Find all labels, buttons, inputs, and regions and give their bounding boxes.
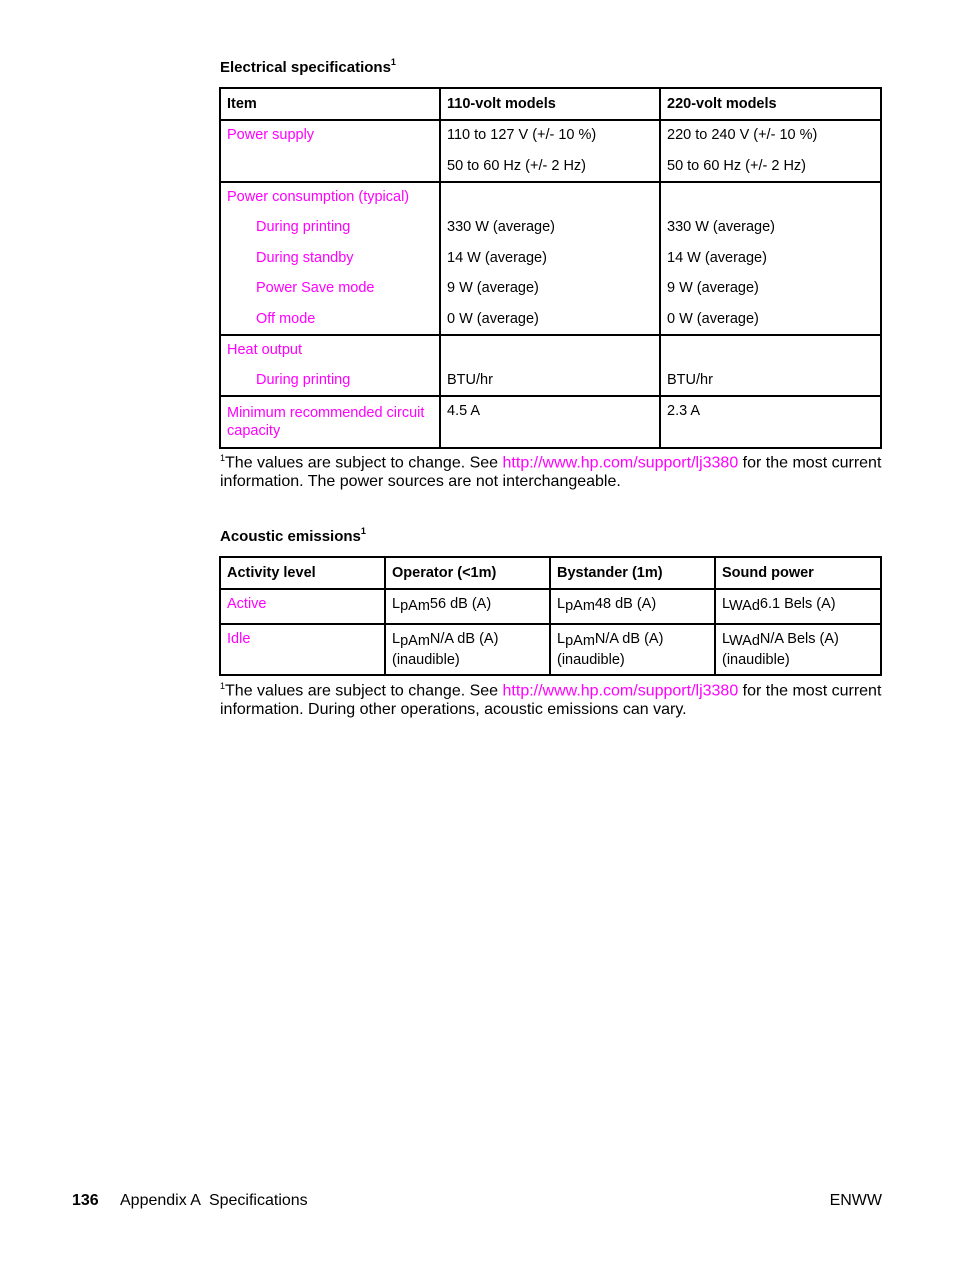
l-symbol: L [392, 631, 401, 647]
value-text: 220 to 240 V (+/- 10 %) [667, 127, 818, 143]
table-row-heat-output [220, 335, 881, 396]
value-text: N/A dB (A) [594, 631, 664, 647]
support-link[interactable]: http://www.hp.com/support/lj3380 [502, 454, 739, 472]
table-row-power-consumption [220, 182, 881, 335]
value-text: N/A Bels (A) [759, 631, 839, 647]
active-bystander [550, 589, 715, 624]
consumption-220v [660, 182, 881, 335]
l-subscript: pAm [565, 633, 595, 649]
power-supply-220v [660, 120, 881, 182]
electrical-heading-text: Electrical specifications [220, 59, 391, 76]
off-mode-link[interactable]: Off mode [256, 311, 316, 327]
circuit-110v [440, 396, 660, 448]
row-label-cell [220, 589, 385, 624]
value-text: 50 to 60 Hz (+/- 2 Hz) [667, 158, 807, 174]
idle-bystander [550, 624, 715, 675]
l-subscript: pAm [565, 598, 595, 614]
inaudible-text: (inaudible) [557, 652, 625, 668]
during-standby-link[interactable]: During standby [256, 250, 354, 266]
l-subscript: pAm [400, 633, 430, 649]
l-subscript: WAd [729, 633, 760, 649]
value-text: 110 to 127 V (+/- 10 %) [447, 127, 597, 143]
l-subscript: WAd [729, 598, 760, 614]
inaudible-text: (inaudible) [392, 652, 460, 668]
electrical-table [219, 87, 882, 449]
header-item: Item [220, 88, 440, 120]
inaudible-text: (inaudible) [722, 652, 790, 668]
electrical-heading [220, 58, 396, 76]
active-link[interactable]: Active [227, 596, 267, 612]
footer-right-label: ENWW [829, 1192, 882, 1209]
power-save-mode-link[interactable]: Power Save mode [256, 280, 375, 296]
acoustic-footnote [220, 677, 884, 719]
footnote-text: The values are subject to change. See [225, 454, 503, 472]
header-activity-level: Activity level [220, 557, 385, 589]
footer-section: Appendix A Specifications [120, 1192, 308, 1209]
header-110v: 110-volt models [440, 88, 660, 120]
circuit-capacity-link[interactable] [227, 404, 433, 440]
value-text: BTU/hr [667, 372, 713, 388]
power-supply-110v [440, 120, 660, 182]
page-number: 136 [72, 1192, 99, 1209]
header-bystander: Bystander (1m) [550, 557, 715, 589]
acoustic-heading [220, 527, 366, 545]
active-sound-power [715, 589, 881, 624]
l-symbol: L [557, 631, 566, 647]
footnote-text: The values are subject to change. See [225, 682, 503, 700]
value-text: 0 W (average) [667, 311, 759, 327]
support-link[interactable]: http://www.hp.com/support/lj3380 [502, 682, 739, 700]
footnote-marker: 1 [220, 453, 226, 463]
during-printing-link[interactable]: During printing [256, 219, 351, 235]
footnote-marker: 1 [360, 526, 366, 536]
heat-output-link[interactable]: Heat output [227, 342, 302, 358]
footnote-marker: 1 [390, 57, 396, 67]
row-label-cell [220, 335, 440, 396]
value-text: 14 W (average) [447, 250, 547, 266]
circuit-220v [660, 396, 881, 448]
row-label-cell [220, 120, 440, 182]
footnote-text-continued: for the most current information. The power sources are not interchangeable. [220, 454, 882, 491]
circuit-label-line2: capacity [227, 423, 281, 439]
idle-operator [385, 624, 550, 675]
consumption-110v [440, 182, 660, 335]
value-text: 9 W (average) [667, 280, 759, 296]
header-sound-power: Sound power [715, 557, 881, 589]
electrical-footnote [220, 449, 884, 491]
table-row-active [220, 589, 881, 624]
table-row-idle [220, 624, 881, 675]
acoustic-heading-text: Acoustic emissions [220, 528, 361, 545]
value-text: 9 W (average) [447, 280, 539, 296]
value-text: 56 dB (A) [429, 596, 492, 612]
value-text: 14 W (average) [667, 250, 767, 266]
l-symbol: L [722, 596, 729, 612]
value-text: 330 W (average) [447, 219, 555, 235]
row-label-cell [220, 182, 440, 335]
idle-sound-power [715, 624, 881, 675]
idle-link[interactable]: Idle [227, 631, 251, 647]
table-header-row [220, 88, 881, 120]
heat-110v [440, 335, 660, 396]
active-operator [385, 589, 550, 624]
value-text: 0 W (average) [447, 311, 539, 327]
value-text: 330 W (average) [667, 219, 775, 235]
value-text: BTU/hr [447, 372, 493, 388]
acoustic-table [219, 556, 882, 676]
value-text: 48 dB (A) [594, 596, 657, 612]
power-consumption-link[interactable]: Power consumption (typical) [227, 189, 410, 205]
footnote-marker: 1 [220, 681, 226, 691]
circuit-label-line1: Minimum recommended circuit [227, 405, 425, 421]
value-text: 50 to 60 Hz (+/- 2 Hz) [447, 158, 587, 174]
header-operator: Operator (<1m) [385, 557, 550, 589]
l-subscript: pAm [400, 598, 430, 614]
power-supply-link[interactable]: Power supply [227, 127, 315, 143]
footnote-text-continued: for the most current information. During other operations, acoustic emissions can vary. [220, 682, 882, 719]
table-header-row [220, 557, 881, 589]
heat-220v [660, 335, 881, 396]
value-text: N/A dB (A) [429, 631, 499, 647]
table-row-power-supply [220, 120, 881, 182]
row-label-cell [220, 396, 440, 448]
row-label-cell [220, 624, 385, 675]
value-text: 6.1 Bels (A) [759, 596, 836, 612]
table-row-circuit-capacity [220, 396, 881, 448]
l-symbol: L [392, 596, 401, 612]
header-220v: 220-volt models [660, 88, 881, 120]
l-symbol: L [722, 631, 729, 647]
value-text: 2.3 A [667, 403, 701, 419]
heat-during-printing-link[interactable]: During printing [256, 372, 351, 388]
value-text: 4.5 A [447, 403, 481, 419]
l-symbol: L [557, 596, 566, 612]
